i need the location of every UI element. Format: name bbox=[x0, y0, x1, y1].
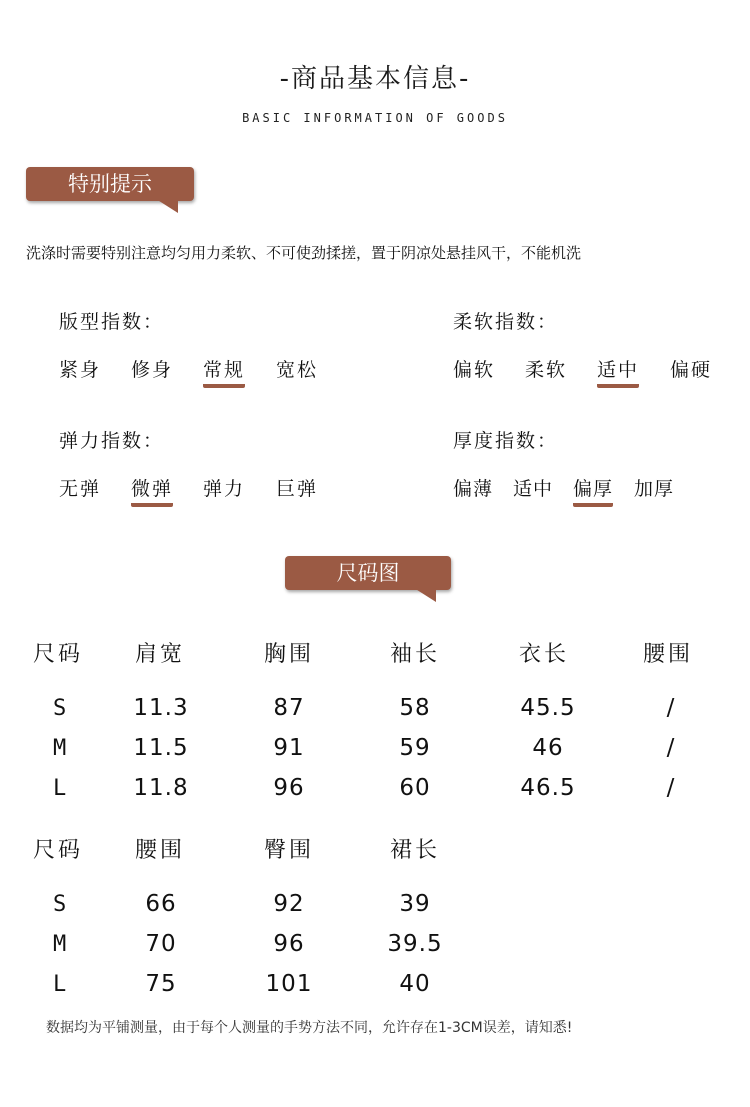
table-cell: 96 bbox=[273, 931, 305, 957]
special-notice-tag: 特别提示 bbox=[26, 167, 194, 201]
page-subtitle: BASIC INFORMATION OF GOODS bbox=[242, 111, 508, 125]
table-cell: 59 bbox=[399, 735, 431, 761]
elasticity-option-none: 无弹 bbox=[59, 478, 102, 500]
table-cell: 91 bbox=[273, 735, 305, 761]
bottom-table-header-size: 尺码 bbox=[33, 838, 84, 863]
table-cell: 11.8 bbox=[133, 775, 189, 801]
size-chart-tag: 尺码图 bbox=[285, 556, 451, 590]
softness-option-soft: 偏软 bbox=[453, 359, 496, 381]
table-cell: 92 bbox=[273, 891, 305, 917]
top-table-header-waist: 腰围 bbox=[643, 642, 694, 667]
table-cell: / bbox=[666, 735, 676, 761]
elasticity-option-slight-selected: 微弹 bbox=[131, 474, 173, 507]
thickness-option-extra-thick: 加厚 bbox=[634, 478, 675, 500]
table-cell: M bbox=[53, 736, 67, 761]
size-chart-tag-tail bbox=[414, 588, 436, 602]
page-title: -商品基本信息- bbox=[279, 64, 471, 94]
table-cell: 66 bbox=[145, 891, 177, 917]
fit-index-label: 版型指数： bbox=[59, 311, 165, 333]
top-table-header-size: 尺码 bbox=[33, 642, 84, 667]
bottom-table-header-skirt-length: 裙长 bbox=[390, 838, 441, 863]
fit-option-regular-selected: 常规 bbox=[203, 355, 245, 388]
table-cell: 40 bbox=[399, 971, 431, 997]
top-table-header-sleeve: 袖长 bbox=[390, 642, 441, 667]
softness-index-label: 柔软指数： bbox=[453, 311, 559, 333]
table-cell: / bbox=[666, 695, 676, 721]
bottom-table-header-waist: 腰围 bbox=[135, 838, 186, 863]
care-instructions: 洗涤时需要特别注意均匀用力柔软、不可使劲揉搓，置于阴凉处悬挂风干，不能机洗 bbox=[26, 244, 582, 262]
elasticity-index-label: 弹力指数： bbox=[59, 430, 165, 452]
table-cell: S bbox=[53, 696, 67, 721]
table-cell: 87 bbox=[273, 695, 305, 721]
bottom-table-header-hip: 臀围 bbox=[264, 838, 315, 863]
table-cell: 11.3 bbox=[133, 695, 189, 721]
thickness-index-label: 厚度指数： bbox=[453, 430, 559, 452]
table-cell: L bbox=[53, 776, 67, 801]
measurement-footnote: 数据均为平铺测量，由于每个人测量的手势方法不同，允许存在1-3CM误差，请知悉! bbox=[46, 1020, 573, 1036]
table-cell: 60 bbox=[399, 775, 431, 801]
table-cell: 101 bbox=[265, 971, 313, 997]
table-cell: M bbox=[53, 932, 67, 957]
table-cell: 45.5 bbox=[520, 695, 576, 721]
fit-option-slim: 修身 bbox=[131, 359, 174, 381]
table-cell: 58 bbox=[399, 695, 431, 721]
table-cell: 39 bbox=[399, 891, 431, 917]
table-cell: L bbox=[53, 972, 67, 997]
table-cell: S bbox=[53, 892, 67, 917]
softness-option-hard: 偏硬 bbox=[670, 359, 713, 381]
fit-option-tight: 紧身 bbox=[59, 359, 102, 381]
thickness-option-thick-selected: 偏厚 bbox=[573, 474, 613, 507]
table-cell: 46 bbox=[532, 735, 564, 761]
special-notice-tag-tail bbox=[156, 199, 178, 213]
top-table-header-chest: 胸围 bbox=[264, 642, 315, 667]
elasticity-option-high: 巨弹 bbox=[276, 478, 319, 500]
softness-option-very-soft: 柔软 bbox=[525, 359, 568, 381]
table-cell: 39.5 bbox=[387, 931, 443, 957]
fit-option-loose: 宽松 bbox=[276, 359, 319, 381]
top-table-header-length: 衣长 bbox=[519, 642, 570, 667]
table-cell: / bbox=[666, 775, 676, 801]
table-cell: 70 bbox=[145, 931, 177, 957]
table-cell: 11.5 bbox=[133, 735, 189, 761]
thickness-option-medium: 适中 bbox=[513, 478, 554, 500]
table-cell: 96 bbox=[273, 775, 305, 801]
top-table-header-shoulder: 肩宽 bbox=[135, 642, 186, 667]
table-cell: 75 bbox=[145, 971, 177, 997]
thickness-option-thin: 偏薄 bbox=[453, 478, 494, 500]
table-cell: 46.5 bbox=[520, 775, 576, 801]
elasticity-option-stretch: 弹力 bbox=[203, 478, 246, 500]
softness-option-medium-selected: 适中 bbox=[597, 355, 639, 388]
